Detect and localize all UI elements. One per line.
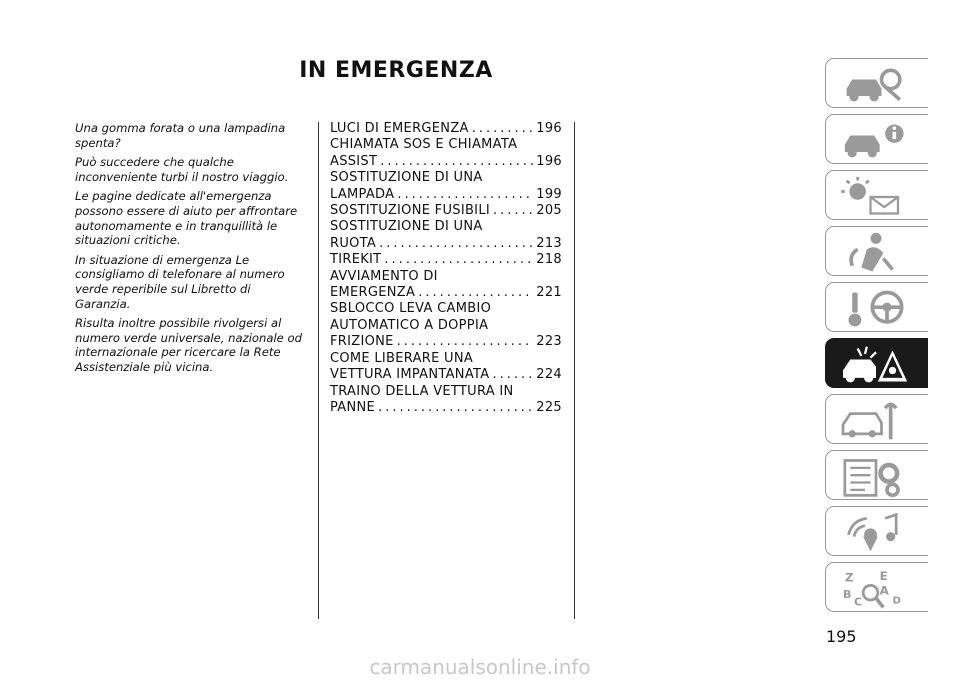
toc-entry-page: 224 [536,367,562,383]
toc-entry-title: COME LIBERARE UNA [330,350,474,366]
toc-entry[interactable] [330,384,562,417]
toc-entry-title: AVVIAMENTO DI [330,268,438,284]
toc-entry-title: LUCI DI EMERGENZA [330,121,469,136]
toc-entry-title: ASSIST [330,153,378,169]
toc-entry-title: PANNE [330,399,376,415]
toc-entry[interactable] [330,301,562,350]
warning-light-message-icon [836,175,916,219]
page-number: 195 [826,627,857,646]
toc-entry-title: SOSTITUZIONE DI UNA [330,219,483,235]
intro-paragraph: Le pagine dedicate all'emergenza possono essere di aiuto per affrontare autonomamente e in tranquillità le situazioni critiche. [75,189,298,248]
toc-entry-title: LAMPADA [330,186,395,202]
table-of-contents [330,121,562,416]
toc-entry-page: 205 [536,203,562,219]
toc-entry-title: RUOTA [330,235,377,251]
toc-entry-page: 199 [536,186,562,202]
svg-text:E: E [879,568,888,583]
toc-entry[interactable] [330,121,562,137]
toc-entry-title: TRAINO DELLA VETTURA IN [330,383,514,399]
toc-entry-page: 218 [536,252,562,268]
column-divider-right [574,122,575,619]
toc-leader-dots [492,367,533,383]
chapter-tab[interactable] [825,170,928,220]
toc-entry-title: CHIAMATA SOS E CHIAMATA [330,137,518,153]
toc-entry[interactable] [330,203,562,219]
toc-leader-dots [384,252,533,268]
chapter-tab[interactable] [825,394,928,444]
toc-leader-dots [380,154,533,170]
specs-gear-icon [836,455,916,499]
svg-text:Z: Z [844,570,854,585]
toc-entry-page: 196 [536,153,562,169]
toc-entry-page: 196 [536,121,562,136]
toc-entry[interactable] [330,269,562,302]
toc-entry[interactable] [330,137,562,170]
toc-leader-dots [472,121,534,137]
toc-leader-dots [397,187,533,203]
chapter-tab[interactable] [825,450,928,500]
toc-entry-title: SBLOCCO LEVA CAMBIO [330,301,492,317]
column-divider-left [318,122,319,619]
car-key-icon [836,63,916,107]
svg-text:B: B [843,588,852,602]
toc-leader-dots [397,334,534,350]
toc-entry-title: TIREKIT [330,252,382,268]
intro-paragraph: Una gomma forata o una lampadina spenta? [75,121,286,150]
toc-entry[interactable] [330,170,562,203]
intro-paragraph: In situazione di emergenza Le consigliamo di telefonare al numero verde reperibile sul Libretto di Garanzia. [75,252,285,311]
toc-entry[interactable] [330,252,562,268]
chapter-tab[interactable] [825,114,928,164]
multimedia-icon [836,511,916,555]
airbag-person-icon [836,231,916,275]
index-search-icon [836,567,916,611]
toc-entry-title: AUTOMATICO A DOPPIA [330,317,489,333]
key-steering-wheel-icon [836,287,916,331]
toc-entry-title: EMERGENZA [330,285,416,301]
toc-leader-dots [378,400,533,416]
toc-leader-dots [493,203,533,219]
chapter-tab[interactable] [825,226,928,276]
intro-text [75,121,305,380]
car-wrench-icon [836,399,916,443]
svg-text:D: D [892,595,901,607]
toc-entry[interactable] [330,351,562,384]
car-info-icon [836,119,916,163]
car-breakdown-warning-icon [836,343,916,387]
svg-text:C: C [854,595,863,609]
toc-entry-title: VETTURA IMPANTANATA [330,367,490,383]
toc-entry-title: FRIZIONE [330,334,394,350]
toc-leader-dots [418,285,533,301]
chapter-tab[interactable] [825,338,928,388]
toc-entry[interactable] [330,219,562,252]
intro-paragraph: Risulta inoltre possibile rivolgersi al numero verde universale, nazionale od internazionale per ricercare la Rete Assistenziale più vicina. [75,316,302,374]
toc-entry-page: 223 [536,334,562,350]
toc-entry-title: SOSTITUZIONE FUSIBILI [330,203,490,219]
watermark: carmanualsonline.info [369,655,591,679]
toc-entry-page: 221 [536,285,562,301]
toc-leader-dots [379,236,533,252]
toc-entry-page: 213 [536,235,562,251]
chapter-tab[interactable] [825,58,928,108]
chapter-tab[interactable] [825,506,928,556]
chapter-tab[interactable] [825,282,928,332]
page-title: IN EMERGENZA [299,58,493,83]
chapter-tab[interactable] [825,562,928,612]
intro-paragraph: Può succedere che qualche inconveniente turbi il nostro viaggio. [75,155,289,184]
svg-text:A: A [879,583,889,598]
toc-entry-title: SOSTITUZIONE DI UNA [330,170,483,186]
toc-entry-page: 225 [536,399,562,415]
